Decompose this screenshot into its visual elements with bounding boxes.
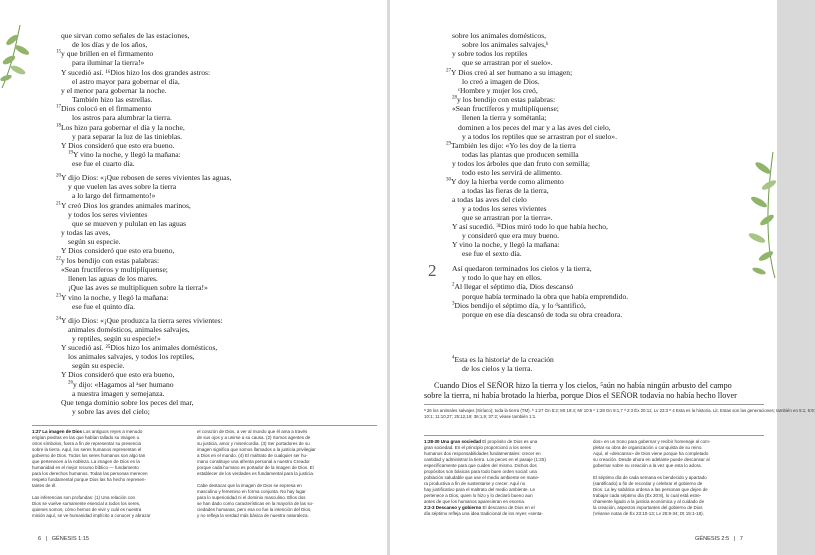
verse-text: Y Dios consideró que esto era bueno, [61, 370, 175, 379]
verse-line [72, 302, 135, 311]
verse-line [458, 123, 611, 132]
page-number: 6 [38, 536, 42, 542]
verse-text: y reptiles, según su especie!» [72, 334, 161, 343]
verse-text: Dios colocó en el firmamento [61, 104, 152, 113]
study-text: El descanso de Dios en el [481, 505, 535, 510]
study-text: gran sociedad. En el principio proporcionó a los seres [424, 445, 532, 450]
study-line [424, 511, 588, 517]
verse-number: 15 [56, 49, 61, 55]
study-text: Dios se vuelve sumamente esencial a todos los seres, [32, 501, 141, 506]
verse-line [68, 352, 195, 361]
verse-text: a todas las fieras de la tierra, [462, 186, 549, 195]
verse-text: Esta es la historiaᵉ de la creación [454, 355, 554, 364]
verse-line [462, 310, 622, 319]
verse-line [72, 77, 180, 86]
verse-line [61, 68, 210, 77]
verse-text: que se arrastran por el suelo». [462, 58, 553, 67]
verse-line [452, 104, 559, 113]
study-heading: 1:27 La imagen de Dios [32, 429, 83, 434]
study-text: Cabe destacar que la imagen de Dios se expresa en [197, 483, 302, 488]
verse-line [462, 273, 542, 282]
verse-line [72, 389, 165, 398]
study-text: sobre la tierra. Aquí, los seres humanos representan el [32, 447, 142, 452]
study-text: a Dios en el mundo. (4) El maltrato de cualquier ser hu- [197, 453, 308, 458]
verse-text: todo esto les servirá de alimento. [462, 168, 562, 177]
verse-line [72, 132, 182, 141]
prose-line: sobre la tierra, ni había brotado la hierba, porque Dios el SEÑOR todavía no había hecho llover [424, 391, 737, 400]
verse-number: 29 [446, 141, 451, 147]
study-text: El propósito de Dios es una [481, 439, 538, 444]
verse-text: Y sucedió así. [61, 68, 106, 77]
verse-line [72, 159, 135, 168]
study-text: su creación. Desde ahora en adelante puede descansar al [593, 457, 710, 462]
verse-line [452, 49, 528, 58]
verse-text: y a todos los seres vivientes [462, 204, 547, 213]
verse-line [72, 334, 161, 343]
verse-line [452, 264, 592, 273]
study-divider-right [424, 435, 764, 436]
right-page [390, 0, 815, 555]
verse-text: Y Dios creó al ser humano a su imagen; [451, 68, 573, 77]
study-text [197, 477, 198, 482]
study-text: humanidad es el mejor recurso bíblico — fundamento [32, 465, 139, 470]
verse-line [56, 316, 223, 325]
verse-line [452, 159, 590, 168]
verse-line [462, 249, 522, 258]
verse-text: sobre los animales salvajes,ᵇ [462, 40, 549, 49]
study-text: de sus ojos y a unirse a su causa. (2) Somos agentes de [197, 435, 311, 440]
verse-text: y que vuelen las aves sobre la tierra [68, 182, 177, 191]
study-heading: 2:2-3 Descanso y gobierno [424, 505, 482, 510]
study-text: gobernar sobre su creación a la vez que esta lo adora. [593, 463, 702, 468]
verse-line [462, 168, 562, 177]
verse-number: 21 [56, 201, 61, 207]
verse-line [458, 86, 538, 95]
verse-text: Así quedaron terminados los cielos y la tierra, [452, 264, 592, 273]
study-text: erigían piedras en las que habían tallado su imagen u [32, 435, 140, 440]
footnote-divider [424, 404, 764, 405]
verse-line [72, 361, 125, 370]
verse-text: para iluminar la tierra!» [72, 58, 145, 67]
verse-number: 17 [56, 104, 61, 110]
study-text: ra productiva a fin de sustentarse y crecer. Aquí no [424, 481, 526, 486]
verse-line [68, 237, 121, 246]
study-note-col-left-2 [197, 429, 377, 519]
running-ref: GÉNESIS 1:15 [51, 536, 90, 542]
verse-text: lo creó a imagen de Dios. [462, 77, 540, 86]
verse-line [452, 282, 573, 291]
study-text: Dios. La ley sabática ordena a las personas que dejen de [593, 487, 708, 492]
verse-line [462, 77, 540, 86]
verse-line [61, 246, 174, 255]
verse-line [56, 201, 191, 210]
study-text: imagen significa que somos llamados a la justicia privilegiar [197, 447, 316, 452]
verse-text: Que tenga dominio sobre los peces del mar, [61, 398, 194, 407]
verse-line [56, 123, 185, 132]
verse-line [56, 173, 232, 182]
verse-text: Al llegar el séptimo día, Dios descansó [454, 282, 574, 291]
verse-text: Y vino la noche, y llegó la mañana: [73, 150, 181, 159]
footnote-line: ᵃ 26 los animales salvajes (Siríaco); toda la tierra (TM). ᵇ 1:27 Gn 5:2; Mt 19:4; Mr 10:6 ᶜ 1:28 Gn 9:1,7 ᵈ 2:3 Éx 20:11; Lv 23:3 ᵉ 4 Esta es la historia. Lit. Estas son las generaciones; también en 5:1; 6:9; [424, 408, 815, 413]
verse-line [68, 283, 208, 292]
prose-line: Cuando Dios el SEÑOR hizo la tierra y los cielos, ⁵aún no había ningún arbusto del campo [434, 381, 732, 390]
verse-text: llenen la tierra y sométanla; [462, 113, 547, 122]
verse-text: sobre los animales domésticos, [452, 31, 547, 40]
study-text: humanos dos responsabilidades fundamentales: crecer en [424, 451, 541, 456]
verse-text: los astros para alumbrar la tierra. [72, 113, 172, 122]
verse-line [61, 86, 167, 95]
verse-line [452, 222, 608, 231]
folio-right: GÉNESIS 2:5 | 7 [695, 536, 743, 542]
verse-line [56, 293, 169, 302]
verse-line [72, 219, 186, 228]
verse-text: y todos los árboles que dan fruto con semilla; [452, 159, 590, 168]
verse-line [61, 370, 174, 379]
study-line [593, 511, 765, 517]
verse-text: y los bendijo con estas palabras: [61, 256, 160, 265]
verse-line [462, 213, 553, 222]
verse-text: que sirvan como señales de las estaciones, [61, 31, 190, 40]
study-text: Aquí, el «descanso» de Dios viene porque ha completado [593, 451, 709, 456]
verse-text: y dijo: «Hagamos al ᵃser humano [73, 380, 174, 389]
verse-text: ᶜHombre y mujer los creó, [458, 86, 538, 95]
verse-text: Y sucedió así. [61, 343, 106, 352]
verse-number: 4 [452, 355, 455, 361]
verse-number: 27 [446, 68, 451, 74]
verse-line [462, 292, 628, 301]
verse-text: porque había terminado la obra que había emprendido. [462, 292, 629, 301]
verse-line [72, 407, 150, 416]
verse-text: a nuestra imagen y semejanza. [72, 389, 165, 398]
study-text: que pertenecen a la nobleza. La imagen de Dios en la [32, 459, 140, 464]
study-text: gobierno de Dios. Todos los seres humanos son algo tan [32, 453, 146, 458]
verse-text: y para separar la luz de las tinieblas. [72, 132, 183, 141]
verse-text: y el menor para gobernar la noche. [61, 86, 167, 95]
study-text: Las inferencias son profundas: (1) Una relación con [32, 495, 136, 500]
study-text: tantes de él. [32, 483, 57, 488]
verse-line [68, 274, 158, 283]
study-text: trabajar cada séptimo día (Éx 20:8), lo cual está estre- [593, 493, 702, 498]
verse-line [462, 58, 553, 67]
verse-line [68, 380, 174, 389]
verse-text: Y vino la noche, y llegó la mañana: [61, 293, 169, 302]
verse-line [462, 231, 559, 240]
chapter-number: 2 [428, 261, 437, 280]
verse-text: que se mueven y pululan en las aguas [72, 219, 187, 228]
verse-text: dominen a los peces del mar y a las aves del cielo, [458, 123, 611, 132]
verse-number: 3 [452, 301, 455, 307]
study-text: cantidad y administrar la tierra. Los peces en el pasaje (1:25) [424, 457, 546, 462]
verse-line [446, 141, 576, 150]
study-text: El séptimo día de cada semana es bendecido y apartado [593, 475, 707, 480]
study-text: porque cada humano es portador de la imagen de Dios. El [197, 465, 314, 470]
verse-text: llenen las aguas de los mares. [68, 274, 158, 283]
verse-line [61, 265, 168, 274]
study-text: (santificado) a fin de recordar y celebrar el gobierno de [593, 481, 703, 486]
verse-line [68, 210, 147, 219]
study-text: ciedades humanas, pero esa no fue la intención del Dios, [197, 507, 312, 512]
verse-text: También les dijo: «Yo les doy de la tierra [451, 141, 576, 150]
verse-text: porque en ese día descansó de toda su obra creadora. [462, 310, 623, 319]
verse-line [56, 104, 151, 113]
verse-text: animales domésticos, animales salvajes, [68, 325, 190, 334]
verse-line [68, 150, 181, 159]
verse-text: y que brillen en el firmamento [61, 49, 154, 58]
verse-line [462, 113, 546, 122]
study-text: Los antiguos reyes a menudo [82, 429, 143, 434]
study-text: hay justificativo para el maltrato del medio ambiente. Le [424, 487, 536, 492]
verse-text: ese fue el cuarto día. [72, 159, 135, 168]
verse-line [72, 58, 144, 67]
folio-left: 6 | GÉNESIS 1:15 [38, 536, 90, 542]
study-text: la creación, aspectos importantes del gobierno de Dios [593, 505, 703, 510]
verse-number: 18 [56, 123, 61, 129]
verse-text: ¹⁶Dios hizo los dos grandes astros: [105, 68, 211, 77]
verse-text: Y doy la hierba verde como alimento [451, 177, 564, 186]
study-note-col-right-2 [593, 439, 765, 517]
left-page [0, 0, 387, 555]
leaf-ornament-left [0, 20, 40, 90]
verse-text: y sobre las aves del cielo; [72, 407, 150, 416]
verse-text: Y así sucedió. [452, 222, 497, 231]
study-text: pletar su obra de organización o conquista de su reino. [593, 445, 703, 450]
verse-line [61, 141, 174, 150]
verse-text: que se arrastran por la tierra». [462, 213, 553, 222]
study-note-col-right-1 [424, 439, 588, 517]
study-line [197, 513, 377, 519]
verse-number: 2 [452, 282, 455, 288]
verse-line [452, 195, 527, 204]
verse-text: a todas las aves del cielo [452, 195, 527, 204]
verse-text: todas las plantas que producen semilla [462, 150, 579, 159]
verse-text: según su especie. [72, 361, 125, 370]
study-text: establecer de los verdades es fundamental para la justicia. [197, 471, 315, 476]
verse-line [61, 31, 189, 40]
study-text: masculino y femenino en forma conjunta. No hay lugar [197, 489, 306, 494]
study-text: propósitos son básicas para todo buen orden social: una [424, 469, 537, 474]
leaf-ornament-right [739, 150, 777, 280]
verse-line [56, 49, 153, 58]
verse-number: 19 [68, 150, 73, 156]
verse-text: Y dijo Dios: «¡Que rebosen de seres vivientes las aguas, [61, 173, 232, 182]
verse-line [61, 228, 110, 237]
verse-text: y todos los seres vivientes [68, 210, 148, 219]
study-note-col-left-1 [32, 429, 192, 519]
verse-text: También hizo las estrellas. [72, 95, 153, 104]
verse-line [452, 31, 546, 40]
verse-text: ¡Que las aves se multipliquen sobre la tierra!» [68, 283, 208, 292]
verse-text: según su especie. [68, 237, 121, 246]
study-text: se han dado como características en la mayoría de las so- [197, 501, 314, 506]
study-text: población saludable que use el medio ambiente en mane- [424, 475, 540, 480]
verse-line [446, 68, 572, 77]
verse-text: Y dijo Dios: «¡Que produzca la tierra seres vivientes: [61, 316, 223, 325]
verse-line [462, 132, 617, 141]
verse-line [72, 113, 172, 122]
verse-text: Y Dios consideró que esto era bueno, [61, 246, 175, 255]
study-text: para los derechos humanos. Todas las personas merecen [32, 471, 148, 476]
running-ref: GÉNESIS 2:5 [695, 536, 730, 542]
verse-line [462, 150, 579, 159]
verse-text: «Sean fructíferos y multiplíquense; [61, 265, 168, 274]
page-number: 7 [739, 536, 743, 542]
verse-text: de los días y de los años, [72, 40, 148, 49]
verse-line [68, 182, 176, 191]
verse-line [68, 325, 190, 334]
verse-line [462, 40, 548, 49]
study-text: su justicia, amor y misericordia. (3) Ser portadores de su [197, 441, 310, 446]
verse-line [462, 186, 549, 195]
study-text: quienes somos, cómo hemos de vivir y cuál es nuestra [32, 507, 142, 512]
study-text: día séptimo refleja una idea tradicional de los reyes «senta- [424, 511, 543, 516]
verse-text: Y vino la noche, y llegó la mañana: [452, 240, 560, 249]
verse-line [56, 256, 159, 265]
verse-line [452, 355, 554, 364]
study-text: antes de que los humanos aparecieran en escena. [424, 499, 526, 504]
verse-text: y a todos los reptiles que se arrastran por el suelo». [462, 132, 617, 141]
study-text: pertenece a Dios, quien lo hizo y lo declaró bueno aun [424, 493, 533, 498]
verse-number: 28 [452, 95, 457, 101]
study-text: dos» en un trono para gobernar y recibir homenaje al com- [593, 439, 711, 444]
verse-text: y consideró que era muy bueno. [462, 231, 560, 240]
study-text: y no refleja la verdad más básica de nuestra naturaleza. [197, 513, 309, 518]
verse-text: ³¹Dios miró todo lo que había hecho, [496, 222, 608, 231]
verse-line [72, 40, 147, 49]
verse-text: y los bendijo con estas palabras: [457, 95, 556, 104]
verse-line [72, 95, 152, 104]
study-text: misión aquí, se ve humanidad implícito a conocer y abrazar [32, 513, 151, 518]
verse-text: el astro mayor para gobernar el día, [72, 77, 180, 86]
verse-text: y todas las aves, [61, 228, 111, 237]
verse-text: Dios bendijo el séptimo día, y lo ᵈsantificó, [454, 301, 586, 310]
verse-number: 24 [56, 316, 61, 322]
study-text: otros símbolos, fuera a fin de representar su presencia [32, 441, 142, 446]
study-text: para lo superioridad ni el dominio masculino. Ellos dos [197, 495, 306, 500]
study-divider-left [32, 425, 377, 426]
verse-line [452, 95, 555, 104]
study-text: mano constituye una afrenta personal a nuestro Creador [197, 459, 310, 464]
study-text [593, 469, 594, 474]
verse-text: Y Dios consideró que esto era bueno. [61, 141, 175, 150]
study-text: el corazón de Dios, a ver al mundo que él ama a través [197, 429, 308, 434]
verse-number: 26 [68, 380, 73, 386]
verse-text: «Sean fructíferos y multiplíquense; [452, 104, 559, 113]
study-heading: 1:28-30 Una gran sociedad [424, 439, 482, 444]
verse-text: ese fue el sexto día. [462, 249, 522, 258]
verse-line [61, 343, 217, 352]
verse-number: 22 [56, 256, 61, 262]
verse-text: ese fue el quinto día. [72, 302, 136, 311]
study-text: específicamente para que cuiden del mismo. Dichos dos [424, 463, 537, 468]
footnote-line: 10:1; 11:10,27; 25:12,19; 36:1,9; 37:2; véase también 1:1. [424, 414, 537, 419]
verse-line [446, 177, 564, 186]
study-text: chamente ligado a la justicia económica y al cuidado de [593, 499, 705, 504]
verse-text: de los cielos y la tierra. [462, 364, 533, 373]
verse-line [72, 191, 155, 200]
verse-line [462, 204, 547, 213]
verse-text: y sobre todos los reptiles [452, 49, 528, 58]
study-text: (Véanse notas de Éx 23:10-13; Lv 25:8-34; Dt 15:1-18). [593, 511, 704, 516]
verse-text: a lo largo del firmamento!» [72, 191, 156, 200]
verse-text: Y creó Dios los grandes animales marinos, [61, 201, 191, 210]
study-line [32, 513, 192, 519]
verse-line [61, 398, 194, 407]
verse-number: 20 [56, 173, 61, 179]
verse-number: 30 [446, 177, 451, 183]
verse-line [452, 301, 586, 310]
verse-line [452, 240, 560, 249]
verse-text: ²⁵Dios hizo los animales domésticos, [105, 343, 218, 352]
study-text: respeto fundamental porque Dios las ha hecho represen- [32, 477, 146, 482]
study-text [32, 489, 33, 494]
verse-number: 23 [56, 293, 61, 299]
verse-line [462, 364, 532, 373]
verse-text: los animales salvajes, y todos los reptiles, [68, 352, 195, 361]
verse-text: Los hizo para gobernar el día y la noche, [61, 123, 185, 132]
verse-text: y todo lo que hay en ellos. [462, 273, 542, 282]
